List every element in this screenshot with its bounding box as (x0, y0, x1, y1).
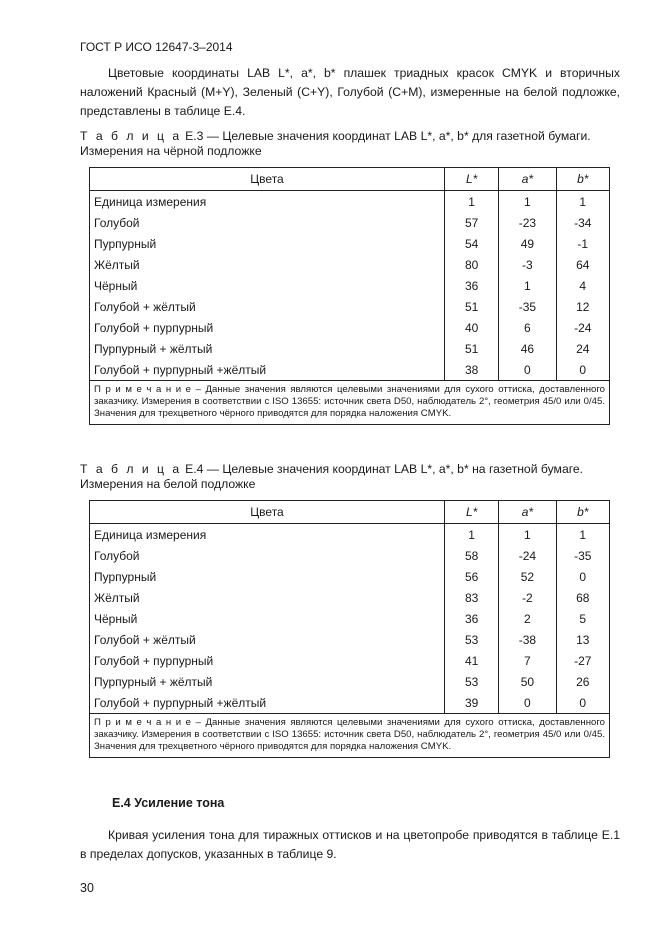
color-name-cell: Голубой + жёлтый (90, 296, 445, 317)
note-label: П р и м е ч а н и е – (94, 384, 201, 395)
note-label: П р и м е ч а н и е – (94, 717, 201, 728)
l-value-cell: 58 (445, 545, 499, 566)
l-value-cell: 83 (445, 587, 499, 608)
section-text: Кривая усиления тона для тиражных оттисков и на цветопробе приводятся в таблице E.1 в пределах допусков, указанных в таблице 9. (80, 828, 620, 861)
table-e3-caption-lead: Т а б л и ц а (80, 129, 182, 143)
table-row (90, 608, 610, 629)
color-name-cell: Единица измерения (90, 524, 445, 546)
b-value-cell: -24 (556, 317, 610, 338)
a-value-cell: 1 (499, 524, 556, 546)
color-name-cell: Голубой + пурпурный (90, 317, 445, 338)
header-a: a* (499, 501, 556, 524)
page-number: 30 (80, 881, 94, 895)
b-value-cell: 0 (556, 566, 610, 587)
table-row (90, 338, 610, 359)
a-value-cell: 0 (499, 692, 556, 714)
color-name-cell: Голубой + жёлтый (90, 629, 445, 650)
table-e4-body (90, 524, 610, 714)
table-e4-caption (80, 462, 620, 492)
table-row (90, 296, 610, 317)
b-value-cell: 68 (556, 587, 610, 608)
intro-paragraph (80, 64, 620, 121)
table-header-row (90, 168, 610, 191)
table-row (90, 212, 610, 233)
b-value-cell: -34 (556, 212, 610, 233)
table-row (90, 275, 610, 296)
header-a: a* (499, 168, 556, 191)
a-value-cell: -24 (499, 545, 556, 566)
l-value-cell: 53 (445, 629, 499, 650)
table-row (90, 545, 610, 566)
table-row (90, 650, 610, 671)
document-header: ГОСТ Р ИСО 12647-3–2014 (80, 40, 233, 54)
a-value-cell: 7 (499, 650, 556, 671)
table-row (90, 692, 610, 714)
color-name-cell: Чёрный (90, 275, 445, 296)
l-value-cell: 54 (445, 233, 499, 254)
header-b: b* (556, 168, 610, 191)
header-l: L* (445, 168, 499, 191)
color-name-cell: Голубой (90, 545, 445, 566)
a-value-cell: -23 (499, 212, 556, 233)
a-value-cell: -3 (499, 254, 556, 275)
header-color: Цвета (90, 168, 445, 191)
a-value-cell: -2 (499, 587, 556, 608)
l-value-cell: 80 (445, 254, 499, 275)
b-value-cell: 1 (556, 191, 610, 213)
intro-text: Цветовые координаты LAB L*, a*, b* плашек триадных красок CMYK и вторичных наложений Красный (M+Y), Зеленый (C+Y), Голубой (C+M), измеренные на белой подложке, представлены в таблице E.4. (80, 66, 620, 118)
color-name-cell: Чёрный (90, 608, 445, 629)
table-e3-note (90, 381, 610, 425)
table-row (90, 671, 610, 692)
table-row (90, 317, 610, 338)
b-value-cell: 24 (556, 338, 610, 359)
l-value-cell: 38 (445, 359, 499, 381)
section-paragraph (80, 826, 620, 864)
table-row (90, 566, 610, 587)
color-name-cell: Пурпурный (90, 233, 445, 254)
table-row (90, 191, 610, 213)
color-name-cell: Жёлтый (90, 254, 445, 275)
table-row (90, 524, 610, 546)
b-value-cell: 26 (556, 671, 610, 692)
l-value-cell: 36 (445, 275, 499, 296)
table-e4-note (90, 714, 610, 758)
l-value-cell: 57 (445, 212, 499, 233)
color-name-cell: Жёлтый (90, 587, 445, 608)
l-value-cell: 51 (445, 338, 499, 359)
b-value-cell: 64 (556, 254, 610, 275)
l-value-cell: 40 (445, 317, 499, 338)
table-e3-caption-text: E.3 — Целевые значения координат LAB L*, a*, b* для газетной бумаги. Измерения на чёрной подложке (80, 129, 591, 158)
table-note-row (90, 714, 610, 758)
table-e4-caption-text: E.4 — Целевые значения координат LAB L*, a*, b* на газетной бумаге. Измерения на белой подложке (80, 462, 584, 491)
a-value-cell: -35 (499, 296, 556, 317)
table-row (90, 254, 610, 275)
a-value-cell: 49 (499, 233, 556, 254)
section-heading: E.4 Усиление тона (112, 796, 225, 810)
table-e4-caption-lead: Т а б л и ц а (80, 462, 182, 476)
table-row (90, 359, 610, 381)
a-value-cell: -38 (499, 629, 556, 650)
color-name-cell: Голубой + пурпурный +жёлтый (90, 359, 445, 381)
l-value-cell: 36 (445, 608, 499, 629)
header-b: b* (556, 501, 610, 524)
color-name-cell: Единица измерения (90, 191, 445, 213)
color-name-cell: Голубой (90, 212, 445, 233)
color-name-cell: Голубой + пурпурный (90, 650, 445, 671)
table-header-row (90, 501, 610, 524)
b-value-cell: 4 (556, 275, 610, 296)
a-value-cell: 52 (499, 566, 556, 587)
color-name-cell: Голубой + пурпурный +жёлтый (90, 692, 445, 714)
l-value-cell: 51 (445, 296, 499, 317)
table-row (90, 629, 610, 650)
table-row (90, 587, 610, 608)
header-l: L* (445, 501, 499, 524)
a-value-cell: 46 (499, 338, 556, 359)
b-value-cell: -35 (556, 545, 610, 566)
l-value-cell: 1 (445, 524, 499, 546)
l-value-cell: 39 (445, 692, 499, 714)
a-value-cell: 6 (499, 317, 556, 338)
a-value-cell: 1 (499, 275, 556, 296)
table-row (90, 233, 610, 254)
a-value-cell: 0 (499, 359, 556, 381)
note-text: Данные значения являются целевыми значениями для сухого оттиска, доставленного заказчику. Измерения в соответствии с ISO 13655: источник света D50, наблюдатель 2°, геометрия 45/0 или 0/45. Значения для трехцветного чёрного приводятся для порядка наложения CMYK. (94, 717, 605, 752)
l-value-cell: 41 (445, 650, 499, 671)
b-value-cell: 5 (556, 608, 610, 629)
a-value-cell: 2 (499, 608, 556, 629)
a-value-cell: 1 (499, 191, 556, 213)
b-value-cell: -27 (556, 650, 610, 671)
l-value-cell: 53 (445, 671, 499, 692)
table-e3-body (90, 191, 610, 381)
color-name-cell: Пурпурный + жёлтый (90, 671, 445, 692)
table-e3-caption (80, 129, 620, 159)
color-name-cell: Пурпурный + жёлтый (90, 338, 445, 359)
table-e4 (89, 500, 610, 758)
b-value-cell: 13 (556, 629, 610, 650)
a-value-cell: 50 (499, 671, 556, 692)
b-value-cell: 12 (556, 296, 610, 317)
b-value-cell: -1 (556, 233, 610, 254)
table-note-row (90, 381, 610, 425)
l-value-cell: 1 (445, 191, 499, 213)
table-e3 (89, 167, 610, 425)
note-text: Данные значения являются целевыми значениями для сухого оттиска, доставленного заказчику. Измерения в соответствии с ISO 13655: источник света D50, наблюдатель 2°, геометрия 45/0 или 0/45. Значения для трехцветного чёрного приводятся для порядка наложения CMYK. (94, 384, 605, 419)
b-value-cell: 0 (556, 692, 610, 714)
l-value-cell: 56 (445, 566, 499, 587)
b-value-cell: 0 (556, 359, 610, 381)
header-color: Цвета (90, 501, 445, 524)
color-name-cell: Пурпурный (90, 566, 445, 587)
b-value-cell: 1 (556, 524, 610, 546)
